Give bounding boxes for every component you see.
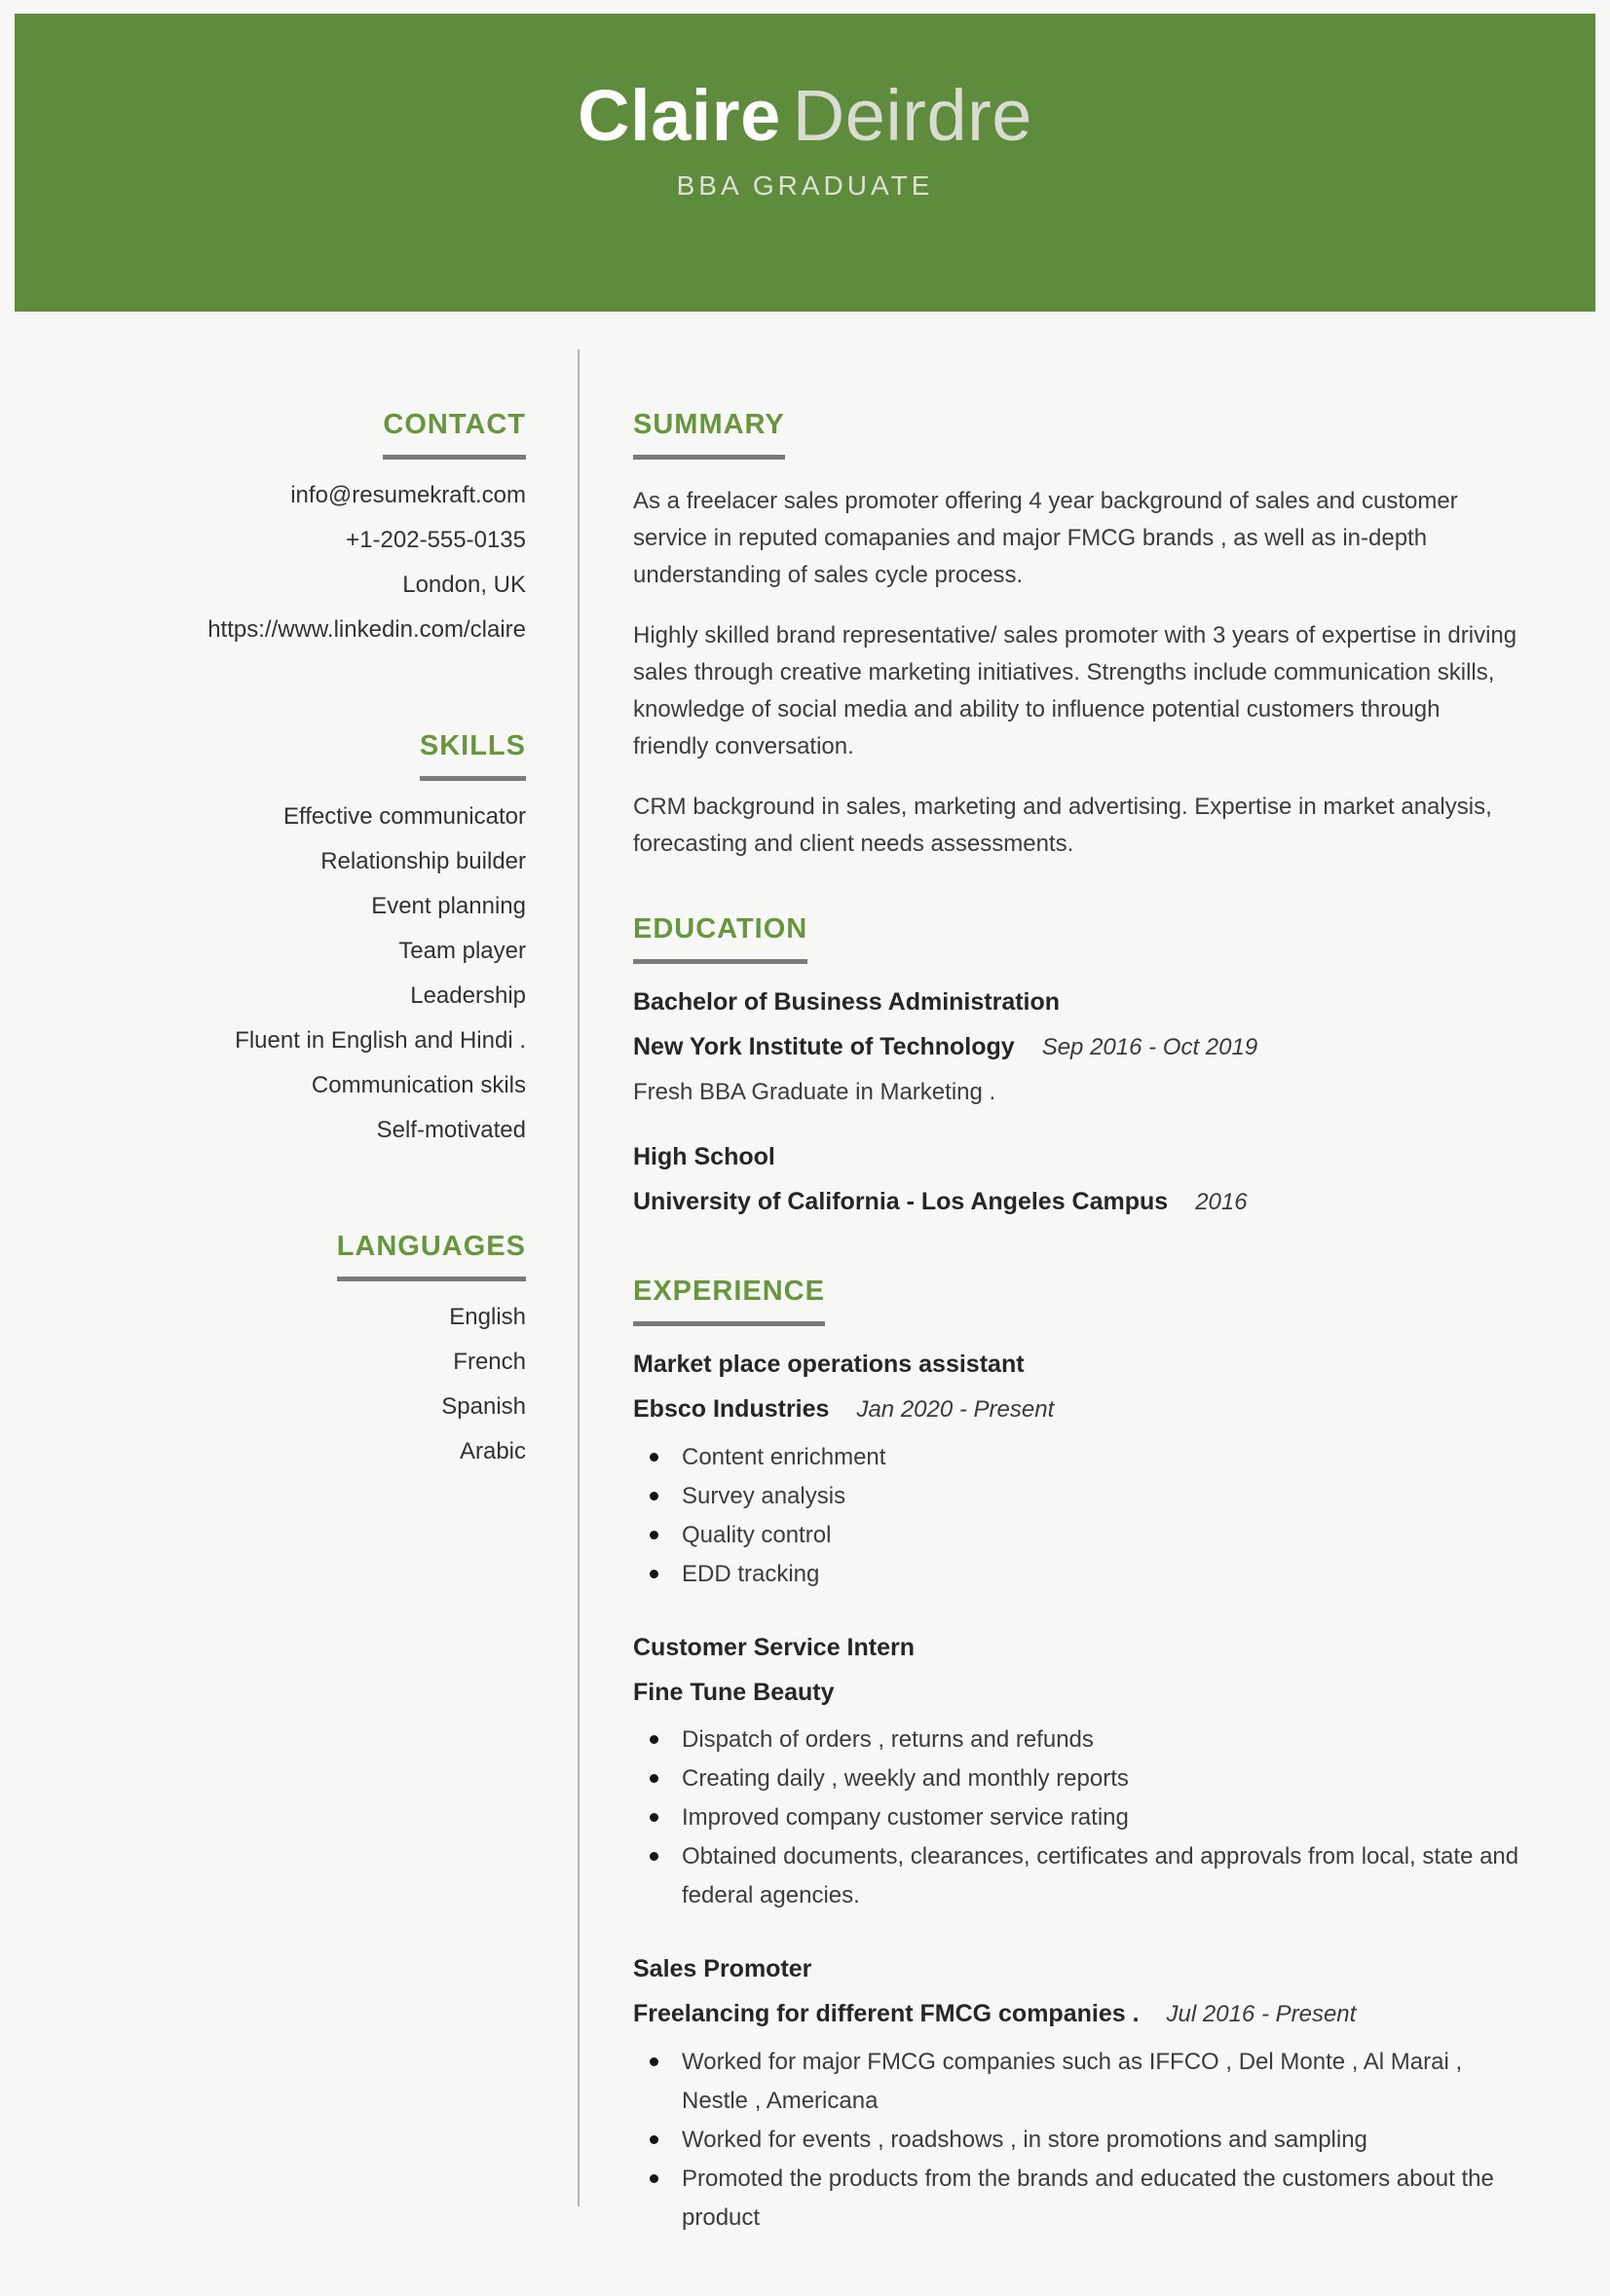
job-bullet: Content enrichment [633,1438,1520,1477]
education-heading [633,911,1520,964]
skill-item: Event planning [371,893,526,919]
job-bullet: Worked for events , roadshows , in store promotions and sampling [633,2121,1520,2160]
summary-heading [633,407,1520,460]
section-title: SKILLS [420,728,526,781]
skill-item: Team player [398,938,526,964]
job-company-line [633,1670,1520,1715]
job-bullet: Improved company customer service rating [633,1798,1520,1837]
language-item: Arabic [459,1438,526,1464]
last-name: Deirdre [792,75,1032,156]
skill-item: Effective communicator [283,803,526,830]
language-item: Spanish [441,1393,526,1420]
skills-list [39,795,526,1153]
languages-list [39,1295,526,1474]
contact-item-location: London, UK [402,572,526,598]
skill-item: Fluent in English and Hindi . [235,1027,526,1054]
job-date: Jul 2016 - Present [1166,2001,1357,2027]
school-name: New York Institute of Technology [633,1033,1015,1060]
experience-section [633,1274,1520,2238]
education-entry [633,980,1520,1115]
contact-item-linkedin: https://www.linkedin.com/claire [207,616,526,643]
section-title: EDUCATION [633,911,807,964]
job-bullet: Worked for major FMCG companies such as IFFCO , Del Monte , Al Marai , Nestle , Americana [633,2043,1520,2121]
contact-section [39,407,526,652]
education-section [633,911,1520,1225]
job-bullet-list [633,2043,1520,2238]
summary-paragraph: As a freelacer sales promoter offering 4 year background of sales and customer service in reputed comapanies and major FMCG brands , as well as in-depth understanding of sales cycle process. [633,488,1458,588]
job-role: Sales Promoter [633,1955,812,1982]
job-date: Jan 2020 - Present [856,1396,1055,1423]
summary-paragraph: Highly skilled brand representative/ sales promoter with 3 years of expertise in driving sales through creative marketing initiatives. Strengths include communication skills, knowledge of social media and ability to influence potential customers through friendly conversation. [633,622,1517,759]
summary-paragraph: CRM background in sales, marketing and advertising. Expertise in market analysis, forecasting and client needs assessments. [633,794,1492,857]
job-bullet: Survey analysis [633,1477,1520,1516]
job-bullet: Quality control [633,1516,1520,1555]
section-title: EXPERIENCE [633,1274,825,1326]
language-item: French [453,1349,526,1375]
job-role: Market place operations assistant [633,1351,1025,1378]
experience-job [633,1946,1520,2238]
contact-heading [39,407,526,460]
school-line [633,1024,1520,1070]
main-column [580,312,1610,2296]
degree-title: Bachelor of Business Administration [633,988,1061,1016]
content-columns [0,312,1610,2296]
skill-item: Leadership [410,982,526,1009]
job-company: Freelancing for different FMCG companies . [633,2000,1140,2027]
languages-heading [39,1229,526,1281]
degree-title: High School [633,1143,775,1170]
header-banner [15,14,1595,312]
skills-section [39,728,526,1153]
job-bullet: EDD tracking [633,1555,1520,1594]
contact-item-email: info@resumekraft.com [290,482,526,508]
job-bullet-list [633,1438,1520,1594]
job-role: Customer Service Intern [633,1634,915,1661]
job-company: Ebsco Industries [633,1395,830,1423]
job-bullet: Dispatch of orders , returns and refunds [633,1721,1520,1759]
experience-heading [633,1274,1520,1326]
education-date: Sep 2016 - Oct 2019 [1041,1034,1258,1060]
languages-section [39,1229,526,1474]
job-bullet: Creating daily , weekly and monthly reports [633,1759,1520,1798]
experience-job [633,1625,1520,1915]
skill-item: Self-motivated [376,1117,526,1143]
skills-heading [39,728,526,781]
job-company-line [633,1991,1520,2037]
language-item: English [449,1304,526,1330]
education-entry [633,1134,1520,1225]
school-name: University of California - Los Angeles Campus [633,1188,1169,1215]
job-company-line [633,1387,1520,1432]
job-bullet: Obtained documents, clearances, certificates and approvals from local, state and federal agencies. [633,1837,1520,1915]
first-name: Claire [578,75,781,156]
job-bullet-list [633,1721,1520,1915]
summary-section [633,407,1520,863]
contact-item-phone: +1-202-555-0135 [346,527,526,553]
education-date: 2016 [1195,1189,1248,1215]
contact-list [39,473,526,652]
skill-item: Relationship builder [320,848,526,874]
skill-item: Communication skils [311,1072,526,1098]
section-title: LANGUAGES [337,1229,526,1281]
section-title: CONTACT [383,407,526,460]
education-note: Fresh BBA Graduate in Marketing . [633,1079,996,1105]
job-company: Fine Tune Beauty [633,1679,835,1706]
sidebar [0,312,578,1474]
experience-job [633,1342,1520,1594]
job-bullet: Promoted the products from the brands and educated the customers about the product [633,2160,1520,2238]
school-line [633,1179,1520,1225]
section-title: SUMMARY [633,407,785,460]
person-name [15,14,1595,155]
job-subtitle: BBA GRADUATE [676,170,934,202]
